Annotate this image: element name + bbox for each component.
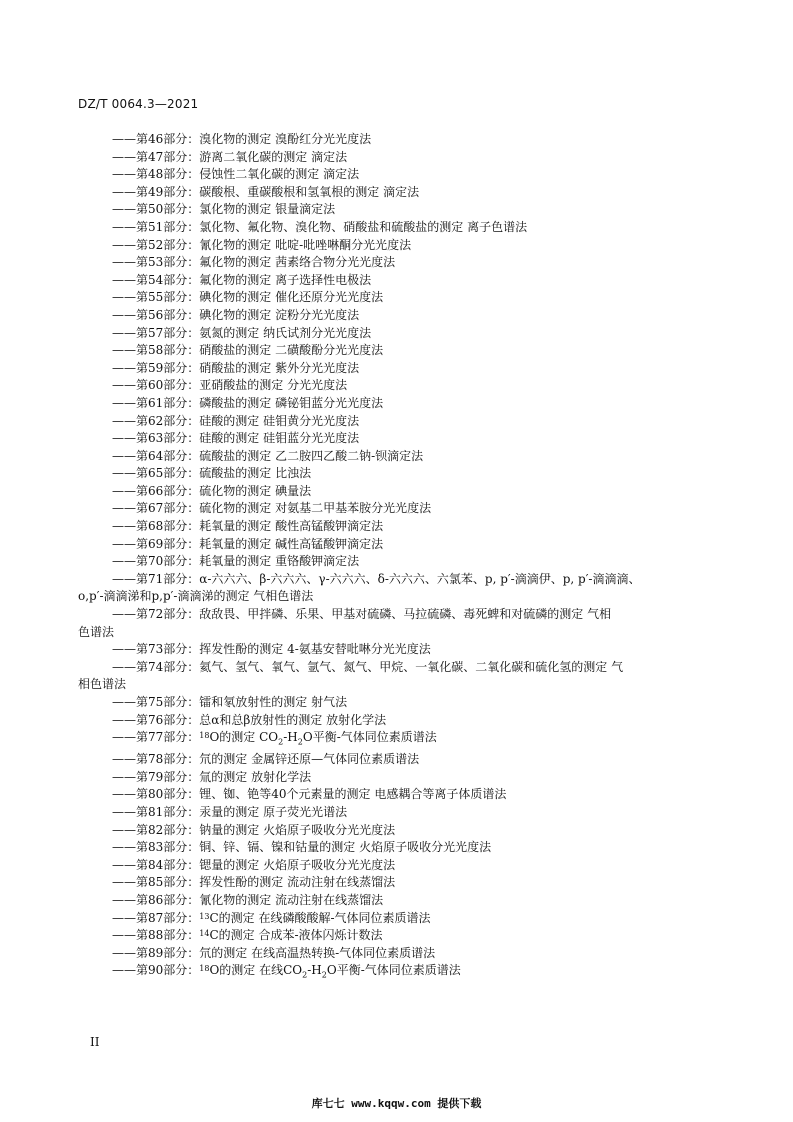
subscript: 2 bbox=[278, 737, 284, 747]
list-item-part-72 bbox=[78, 606, 708, 641]
list-item: ——第65部分：硫酸盐的测定 比浊法 bbox=[112, 466, 312, 481]
item-text: O平衡-气体同位素质谱法 bbox=[326, 963, 461, 978]
list-item: ——第68部分：耗氧量的测定 酸性高锰酸钾滴定法 bbox=[112, 519, 384, 534]
list-item: ——第52部分：氰化物的测定 吡啶-吡唑啉酮分光光度法 bbox=[112, 237, 412, 252]
list-item: ——第75部分：镭和氡放射性的测定 射气法 bbox=[112, 695, 348, 709]
item-text: -H bbox=[307, 963, 322, 978]
list-item: ——第78部分：氘的测定 金属锌还原—气体同位素质谱法 bbox=[112, 752, 420, 767]
item-prefix: ——第77部分： bbox=[112, 730, 200, 745]
list-item: ——第67部分：硫化物的测定 对氨基二甲基苯胺分光光度法 bbox=[112, 501, 432, 516]
list-item: ——第61部分：磷酸盐的测定 磷铋钼蓝分光光度法 bbox=[112, 395, 384, 410]
list-item: ——第69部分：耗氧量的测定 碱性高锰酸钾滴定法 bbox=[112, 536, 384, 551]
list-item: ——第59部分：硝酸盐的测定 紫外分光光度法 bbox=[112, 360, 360, 375]
list-item-line: ——第71部分：α-六六六、β-六六六、γ-六六六、δ-六六六、六氯苯、p, p′-滴滴伊、p, p′-滴滴滴、 bbox=[112, 571, 641, 586]
list-item: ——第60部分：亚硝酸盐的测定 分光光度法 bbox=[112, 378, 348, 393]
list-item: ——第70部分：耗氧量的测定 重铬酸钾滴定法 bbox=[112, 554, 360, 569]
isotope-superscript: 18 bbox=[199, 964, 210, 974]
list-item: ——第86部分：氰化物的测定 流动注射在线蒸馏法 bbox=[112, 892, 384, 907]
page-number: II bbox=[90, 1035, 100, 1049]
list-item: ——第81部分：汞量的测定 原子荧光光谱法 bbox=[112, 804, 348, 819]
list-item: ——第83部分：铜、锌、镉、镍和钴量的测定 火焰原子吸收分光光度法 bbox=[112, 840, 492, 855]
list-item: ——第54部分：氟化物的测定 离子选择性电极法 bbox=[112, 272, 372, 287]
item-text: O的测定 在线CO bbox=[209, 963, 303, 978]
subscript: 2 bbox=[321, 970, 327, 980]
isotope-superscript: 18 bbox=[199, 731, 210, 741]
list-item-continuation: 色谱法 bbox=[78, 624, 115, 639]
standard-code-header: DZ/T 0064.3—2021 bbox=[78, 97, 199, 111]
item-prefix: ——第88部分： bbox=[112, 928, 200, 943]
list-item: ——第50部分：氯化物的测定 银量滴定法 bbox=[112, 202, 336, 217]
download-footer: 库七七 www.kqqw.com 提供下载 bbox=[311, 1097, 482, 1110]
list-item: ——第66部分：硫化物的测定 碘量法 bbox=[112, 483, 312, 498]
list-item: ——第51部分：氯化物、氟化物、溴化物、硝酸盐和硫酸盐的测定 离子色谱法 bbox=[112, 219, 528, 234]
list-item: ——第57部分：氨氮的测定 纳氏试剂分光光度法 bbox=[112, 325, 372, 340]
item-prefix: ——第87部分： bbox=[112, 910, 200, 925]
list-item: ——第80部分：锂、铷、铯等40个元素量的测定 电感耦合等离子体质谱法 bbox=[112, 787, 507, 802]
list-item: ——第82部分：钠量的测定 火焰原子吸收分光光度法 bbox=[112, 822, 396, 837]
isotope-superscript: 14 bbox=[199, 929, 210, 939]
list-item: ——第89部分：氘的测定 在线高温热转换-气体同位素质谱法 bbox=[112, 945, 436, 960]
list-item: ——第47部分：游离二氧化碳的测定 滴定法 bbox=[112, 149, 348, 164]
list-item-continuation: 相色谱法 bbox=[78, 677, 127, 692]
list-item: ——第73部分：挥发性酚的测定 4-氨基安替吡啉分光光度法 bbox=[112, 642, 431, 657]
list-item: ——第64部分：硫酸盐的测定 乙二胺四乙酸二钠-钡滴定法 bbox=[112, 448, 424, 463]
list-item-line: ——第74部分：氦气、氢气、氧气、氩气、氮气、甲烷、一氧化碳、二氧化碳和硫化氢的测定 气 bbox=[112, 659, 624, 674]
list-item: ——第58部分：硝酸盐的测定 二磺酸酚分光光度法 bbox=[112, 343, 384, 358]
item-text: C的测定 在线磷酸酸解-气体同位素质谱法 bbox=[209, 910, 431, 925]
list-item-part-88 bbox=[78, 927, 708, 945]
list-item: ——第48部分：侵蚀性二氧化碳的测定 滴定法 bbox=[112, 167, 360, 182]
list-item-line: ——第72部分：敌敌畏、甲拌磷、乐果、甲基对硫磷、马拉硫磷、毒死蜱和对硫磷的测定 气相 bbox=[112, 607, 612, 622]
list-item: ——第49部分：碳酸根、重碳酸根和氢氧根的测定 滴定法 bbox=[112, 184, 420, 199]
list-item: ——第63部分：硅酸的测定 硅钼蓝分光光度法 bbox=[112, 431, 360, 446]
subscript: 2 bbox=[302, 970, 308, 980]
list-item-part-87 bbox=[78, 910, 708, 928]
item-prefix: ——第90部分： bbox=[112, 963, 200, 978]
list-item: ——第84部分：锶量的测定 火焰原子吸收分光光度法 bbox=[112, 857, 396, 872]
list-item: ——第56部分：碘化物的测定 淀粉分光光度法 bbox=[112, 307, 360, 322]
list-item-part-77 bbox=[78, 729, 708, 751]
item-text: O平衡-气体同位素质谱法 bbox=[302, 730, 437, 745]
item-text: -H bbox=[283, 730, 298, 745]
item-text: O的测定 CO bbox=[209, 730, 279, 745]
list-item: ——第62部分：硅酸的测定 硅钼黄分光光度法 bbox=[112, 413, 360, 428]
list-item-continuation: o,p′-滴滴涕和p,p′-滴滴涕的测定 气相色谱法 bbox=[78, 589, 314, 604]
list-item: ——第76部分：总α和总β放射性的测定 放射化学法 bbox=[112, 712, 387, 727]
item-text: C的测定 合成苯-液体闪烁计数法 bbox=[209, 928, 383, 943]
isotope-superscript: 13 bbox=[199, 911, 210, 921]
list-item: ——第55部分：碘化物的测定 催化还原分光光度法 bbox=[112, 290, 384, 305]
list-item: ——第53部分：氟化物的测定 茜素络合物分光光度法 bbox=[112, 255, 396, 270]
list-item-part-90 bbox=[78, 962, 708, 984]
list-item-part-71 bbox=[78, 571, 708, 606]
parts-list bbox=[78, 131, 708, 984]
list-item: ——第85部分：挥发性酚的测定 流动注射在线蒸馏法 bbox=[112, 875, 396, 890]
list-item: ——第46部分：溴化物的测定 溴酚红分光光度法 bbox=[112, 132, 372, 146]
list-item: ——第79部分：氚的测定 放射化学法 bbox=[112, 769, 312, 784]
subscript: 2 bbox=[297, 737, 303, 747]
list-item-part-74 bbox=[78, 659, 708, 694]
